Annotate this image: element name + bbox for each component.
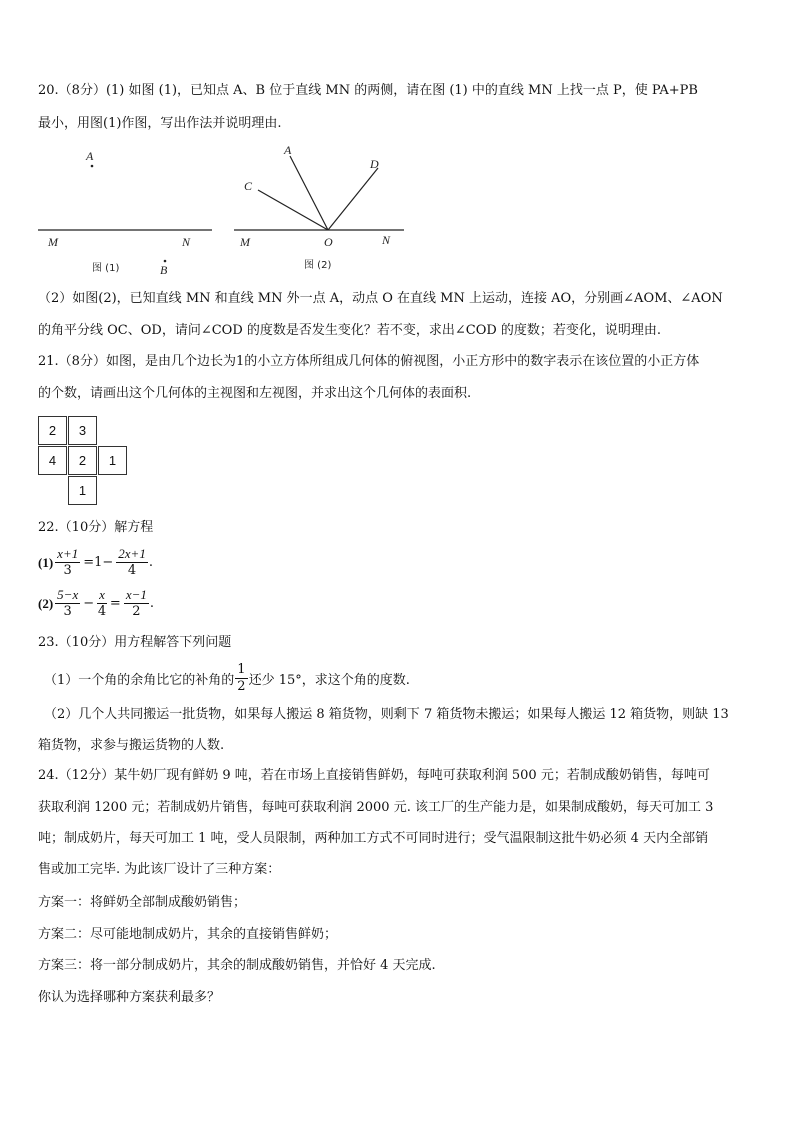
- q24-plan3: 方案三：将一部分制成奶片，其余的制成酸奶销售，并恰好 4 天完成.: [38, 958, 436, 973]
- q22-equation-1: [38, 546, 153, 579]
- q23-part2-line2: 箱货物，求参与搬运货物的人数.: [38, 738, 225, 753]
- grid-cell: 2: [68, 446, 97, 475]
- eq1-frac-b: [116, 546, 148, 579]
- q24-plan1: 方案一：将鲜奶全部制成酸奶销售；: [38, 895, 247, 910]
- grid-cell: 3: [68, 416, 97, 445]
- q20-line2: 最小，用图(1)作图，写出作法并说明理由.: [38, 116, 282, 131]
- eq2-frac-c: [124, 587, 149, 620]
- q23-part1: [44, 662, 410, 695]
- fig1-label-m: M: [48, 235, 58, 249]
- q23-part2-line1: （2）几个人共同搬运一批货物，如果每人搬运 8 箱货物，则剩下 7 箱货物未搬运；如果每人搬运 12 箱货物，则缺 13: [44, 707, 729, 722]
- q20-part2-line1: （2）如图(2)，已知直线 MN 和直线 MN 外一点 A，动点 O 在直线 MN 上运动，连接 AO，分别画∠AOM、∠AON: [38, 291, 723, 306]
- fig1-label-n: N: [182, 235, 191, 249]
- q20-part2-line2: 的角平分线 OC、OD，请问∠COD 的度数是否发生变化？若不变，求出∠COD 的度数；若变化，说明理由.: [38, 323, 662, 338]
- fig1-label-b: B: [160, 263, 168, 277]
- fig2-label-d: D: [370, 157, 379, 171]
- eq1-mid: =1−: [83, 555, 114, 570]
- eq1-frac-a: [55, 546, 80, 579]
- eq2-label: (2): [38, 595, 54, 611]
- q23-part1-before: （1）一个角的余角比它的补角的: [44, 673, 235, 688]
- eq2-frac-b: [97, 587, 107, 620]
- grid-cell: 1: [98, 446, 127, 475]
- eq1-frac-a-num: x+1: [57, 546, 79, 561]
- q24-line2: 获取利润 1200 元；若制成奶片销售，每吨可获取利润 2000 元. 该工厂的生产能力是，如果制成酸奶，每天可加工 3: [38, 800, 714, 815]
- eq2-end: .: [149, 596, 154, 611]
- grid-cell: 1: [68, 476, 97, 505]
- q21-line2: 的个数，请画出这个几何体的主视图和左视图，并求出这个几何体的表面积.: [38, 386, 472, 401]
- figure-2: [228, 140, 418, 280]
- eq2-op2: =: [109, 596, 121, 611]
- q23-half-fraction: [235, 662, 247, 695]
- fig2-label-n: N: [382, 233, 391, 247]
- eq2-frac-a-den: 3: [63, 604, 72, 619]
- q23-title: 23.（10分）用方程解答下列问题: [38, 635, 232, 650]
- eq1-label: (1): [38, 554, 54, 570]
- fig1-caption: 图 (1): [92, 263, 120, 274]
- q20-line1: 20.（8分）(1) 如图 (1)，已知点 A、B 位于直线 MN 的两侧，请在图 (1) 中的直线 MN 上找一点 P，使 PA+PB: [38, 83, 698, 98]
- q24-question: 你认为选择哪种方案获利最多？: [38, 990, 221, 1005]
- q23-part1-after: 还少 15°，求这个角的度数.: [248, 673, 410, 688]
- q24-line1: 24.（12分）某牛奶厂现有鲜奶 9 吨，若在市场上直接销售鲜奶，每吨可获取利润 500 元；若制成酸奶销售，每吨可: [38, 768, 710, 783]
- eq2-frac-b-num: x: [99, 587, 105, 602]
- q22-title: 22.（10分）解方程: [38, 520, 154, 535]
- q24-line4: 售或加工完毕. 为此该厂设计了三种方案：: [38, 862, 281, 877]
- q21-line1: 21.（8分）如图，是由几个边长为1的小立方体所组成几何体的俯视图，小正方形中的数字表示在该位置的小正方体: [38, 354, 700, 369]
- eq2-frac-c-den: 2: [132, 604, 141, 619]
- q24-plan2: 方案二：尽可能地制成奶片，其余的直接销售鲜奶；: [38, 927, 338, 942]
- fig1-label-a: A: [86, 149, 94, 163]
- eq1-frac-b-den: 4: [127, 563, 137, 578]
- fig2-label-o: O: [324, 235, 333, 249]
- fig2-label-a: A: [284, 143, 292, 157]
- eq2-frac-a: [55, 587, 80, 620]
- grid-cell: 4: [38, 446, 67, 475]
- grid-cell: 2: [38, 416, 67, 445]
- fig2-label-c: C: [244, 179, 253, 193]
- eq1-frac-a-den: 3: [63, 563, 72, 578]
- eq1-end: .: [148, 555, 153, 570]
- q24-line3: 吨；制成奶片，每天可加工 1 吨，受人员限制，两种加工方式不可同时进行；受气温限制这批牛奶必须 4 天内全部销: [38, 831, 709, 846]
- eq1-frac-b-num: 2x+1: [118, 546, 146, 561]
- figure-1: [30, 140, 220, 280]
- eq2-frac-b-den: 4: [97, 604, 107, 619]
- q23-half-num: 1: [237, 662, 246, 677]
- eq2-frac-c-num: x−1: [125, 587, 147, 602]
- eq2-frac-a-num: 5−x: [57, 587, 79, 602]
- fig2-caption: 图 (2): [304, 260, 332, 271]
- eq2-op1: −: [83, 596, 95, 611]
- q22-equation-2: [38, 587, 154, 620]
- q23-half-den: 2: [237, 679, 246, 694]
- fig2-label-m: M: [240, 235, 250, 249]
